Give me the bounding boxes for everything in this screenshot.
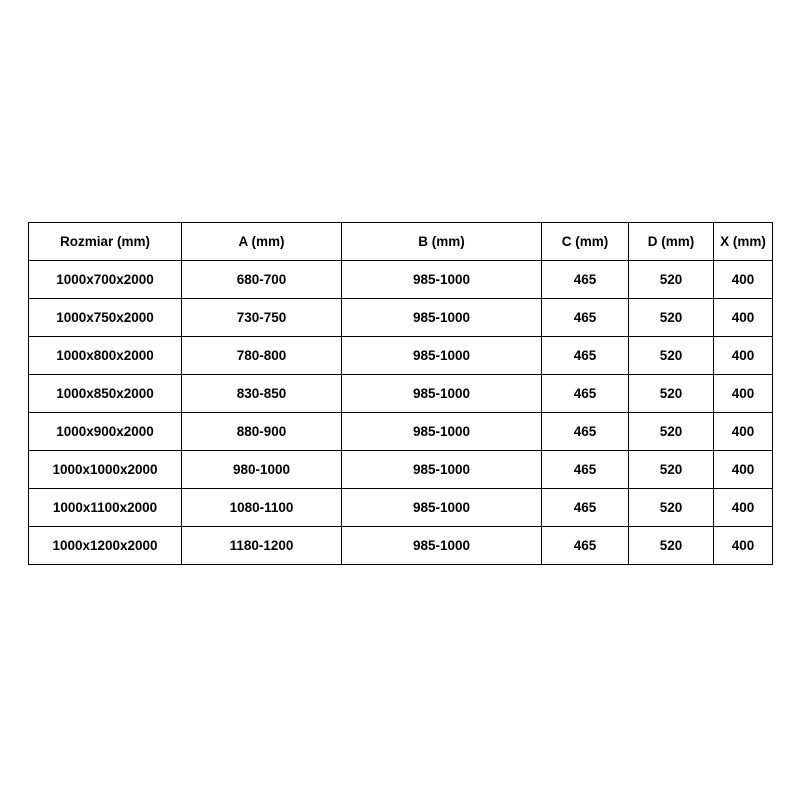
table-header	[29, 223, 773, 261]
cell-b: 985-1000	[342, 299, 542, 337]
column-header-a: A (mm)	[182, 223, 342, 261]
cell-d: 520	[629, 375, 714, 413]
cell-x: 400	[714, 413, 773, 451]
cell-a: 780-800	[182, 337, 342, 375]
cell-b: 985-1000	[342, 413, 542, 451]
table-row	[29, 299, 773, 337]
cell-b: 985-1000	[342, 337, 542, 375]
cell-c: 465	[542, 337, 629, 375]
cell-b: 985-1000	[342, 261, 542, 299]
cell-c: 465	[542, 489, 629, 527]
cell-size: 1000x900x2000	[29, 413, 182, 451]
cell-x: 400	[714, 451, 773, 489]
cell-a: 880-900	[182, 413, 342, 451]
table-row	[29, 451, 773, 489]
cell-a: 1180-1200	[182, 527, 342, 565]
cell-x: 400	[714, 375, 773, 413]
cell-d: 520	[629, 337, 714, 375]
cell-size: 1000x1200x2000	[29, 527, 182, 565]
cell-d: 520	[629, 261, 714, 299]
cell-d: 520	[629, 451, 714, 489]
cell-size: 1000x800x2000	[29, 337, 182, 375]
cell-a: 730-750	[182, 299, 342, 337]
cell-a: 980-1000	[182, 451, 342, 489]
cell-b: 985-1000	[342, 375, 542, 413]
cell-b: 985-1000	[342, 527, 542, 565]
cell-size: 1000x750x2000	[29, 299, 182, 337]
cell-x: 400	[714, 489, 773, 527]
cell-c: 465	[542, 527, 629, 565]
cell-c: 465	[542, 375, 629, 413]
cell-c: 465	[542, 413, 629, 451]
column-header-b: B (mm)	[342, 223, 542, 261]
table-header-row	[29, 223, 773, 261]
cell-x: 400	[714, 337, 773, 375]
table-row	[29, 337, 773, 375]
cell-c: 465	[542, 261, 629, 299]
column-header-d: D (mm)	[629, 223, 714, 261]
cell-d: 520	[629, 527, 714, 565]
cell-b: 985-1000	[342, 489, 542, 527]
cell-a: 830-850	[182, 375, 342, 413]
table-row	[29, 527, 773, 565]
table-row	[29, 413, 773, 451]
column-header-x: X (mm)	[714, 223, 773, 261]
cell-d: 520	[629, 489, 714, 527]
column-header-size: Rozmiar (mm)	[29, 223, 182, 261]
cell-d: 520	[629, 299, 714, 337]
cell-c: 465	[542, 451, 629, 489]
cell-size: 1000x700x2000	[29, 261, 182, 299]
specification-table-container	[28, 222, 772, 565]
table-row	[29, 375, 773, 413]
cell-a: 680-700	[182, 261, 342, 299]
cell-d: 520	[629, 413, 714, 451]
table-body	[29, 261, 773, 565]
cell-a: 1080-1100	[182, 489, 342, 527]
table-row	[29, 489, 773, 527]
cell-x: 400	[714, 261, 773, 299]
cell-x: 400	[714, 299, 773, 337]
cell-size: 1000x1100x2000	[29, 489, 182, 527]
cell-b: 985-1000	[342, 451, 542, 489]
cell-x: 400	[714, 527, 773, 565]
cell-c: 465	[542, 299, 629, 337]
cell-size: 1000x1000x2000	[29, 451, 182, 489]
cell-size: 1000x850x2000	[29, 375, 182, 413]
table-row	[29, 261, 773, 299]
column-header-c: C (mm)	[542, 223, 629, 261]
specification-table	[28, 222, 773, 565]
